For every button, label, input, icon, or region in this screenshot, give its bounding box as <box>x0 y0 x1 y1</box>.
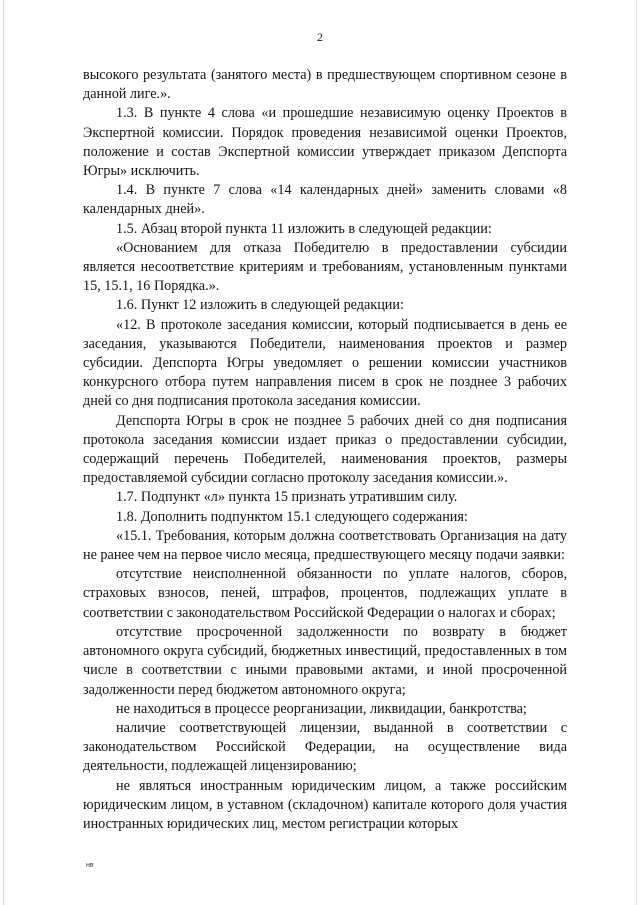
paragraph: отсутствие неисполненной обязанности по уплате налогов, сборов, страховых взносов, пеней, штрафов, процентов, подлежащих уплате в соответствии с законодательством Российской Федерации о налогах и сборах; <box>83 566 567 621</box>
page-edge-right <box>636 0 637 905</box>
paragraph: 1.6. Пункт 12 изложить в следующей редакции: <box>116 297 404 314</box>
paragraph: «12. В протоколе заседания комиссии, который подписывается в день ее заседания, указываются Победители, наименования проектов и размер субсидии. Депспорта Югры уведомляет о решении комиссии участников конкурсного отбора путем направления писем в срок не позднее 3 рабочих дней со дня подписания протокола заседания комиссии. <box>83 316 567 410</box>
paragraph: 1.3. В пункте 4 слова «и прошедшие независимую оценку Проектов в Экспертной комиссии. Порядок проведения независимой оценки Проектов, положение и состав Экспертной комиссии утверждает приказом Депспорта Югры» исключить. <box>83 105 567 180</box>
paragraph: 1.4. В пункте 7 слова «14 календарных дней» заменить словами «8 календарных дней». <box>83 182 567 218</box>
page-number: 2 <box>317 30 323 44</box>
document-body <box>83 66 567 834</box>
footer-initials: нв <box>86 862 94 869</box>
paragraph: 1.5. Абзац второй пункта 11 изложить в следующей редакции: <box>116 220 492 237</box>
paragraph: 1.7. Подпункт «л» пункта 15 признать утратившим силу. <box>116 489 458 506</box>
paragraph: наличие соответствующей лицензии, выданной в соответствии с законодательством Российской Федерации, на осуществление вида деятельности, подлежащей лицензированию; <box>83 719 567 775</box>
paragraph: «15.1. Требования, которым должна соответствовать Организация на дату не ранее чем на первое число месяца, предшествующего месяцу подачи заявки: <box>83 527 567 564</box>
paragraph: 1.8. Дополнить подпунктом 15.1 следующего содержания: <box>116 508 468 525</box>
paragraph: «Основанием для отказа Победителю в предоставлении субсидии является несоответствие критериям и требованиям, установленным пунктами 15, 15.1, 16 Порядка.». <box>83 239 567 295</box>
paragraph: отсутствие просроченной задолженности по возврату в бюджет автономного округа субсидий, бюджетных инвестиций, предоставленных в том числе в соответствии с иными правовыми актами, и иной просроченной задолженности перед бюджетом автономного округа; <box>83 623 567 698</box>
paragraph: Депспорта Югры в срок не позднее 5 рабочих дней со дня подписания протокола заседания комиссии издает приказ о предоставлении субсидии, содержащий перечень Победителей, наименования проектов, размеры предоставляемой субсидии согласно протоколу заседания комиссии.». <box>83 412 567 487</box>
page-edge-left <box>3 0 4 905</box>
paragraph: высокого результата (занятого места) в предшествующем спортивном сезоне в данной лиге.». <box>83 67 567 103</box>
paragraph: не являться иностранным юридическим лицом, а также российским юридическим лицом, в уставном (складочном) капитале которого доля участия иностранных юридических лиц, местом регистрации которых <box>83 777 567 832</box>
paragraph: не находиться в процессе реорганизации, ликвидации, банкротства; <box>116 700 527 717</box>
